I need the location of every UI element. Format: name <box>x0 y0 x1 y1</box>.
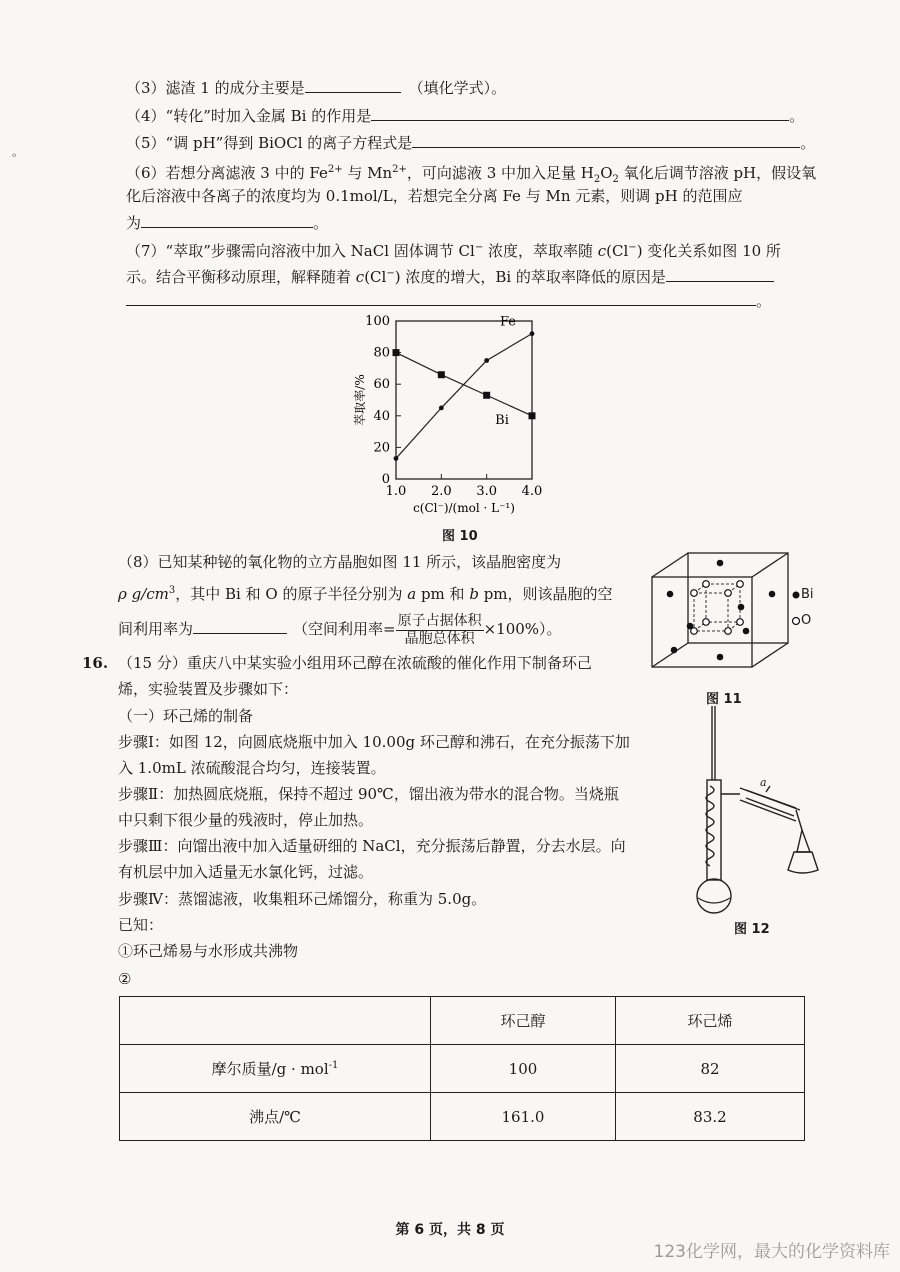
table-cell: 82 <box>616 1045 805 1093</box>
properties-table <box>119 996 805 1141</box>
q15-part6-line2: 化后溶液中各离子的浓度均为 0.1mol/L，若想完全分离 Fe 与 Mn 元素，则调 pH 的范围应 <box>126 187 743 205</box>
table-row <box>120 1045 805 1093</box>
legend-o-label: O <box>801 613 812 628</box>
answer-blank[interactable] <box>193 617 287 634</box>
q16-step3-line2: 有机层中加入适量无水氯化钙，过滤。 <box>118 863 374 881</box>
table-row <box>120 1093 805 1141</box>
answer-blank[interactable] <box>412 131 800 148</box>
row-label: 沸点/℃ <box>120 1093 431 1141</box>
series-label-fe: Fe <box>499 314 517 330</box>
q15-part6-line1: （6）若想分离滤液 3 中的 $Fe^{2+}$ 与 $Mn^{2+}$，可向滤液 3 中加入足量 $H_2O_2$ 氧化后调节溶液 pH，假设氧 <box>126 164 817 185</box>
site-watermark: 123化学网，最大的化学资料库 <box>653 1242 890 1262</box>
apparatus-label-a: a <box>760 776 767 789</box>
q15-part8-line2: ρ $g/cm^3$，其中 Bi 和 O 的原子半径分别为 a pm 和 b pm，则该晶胞的空 <box>118 585 613 603</box>
crystal-cell-diagram <box>646 547 826 677</box>
q16-section-heading: （一）环己烯的制备 <box>118 707 254 725</box>
figure-11-caption: 图 11 <box>706 692 742 707</box>
y-axis-label: 萃取率/% <box>353 374 367 426</box>
y-tick-label: 100 <box>365 314 390 329</box>
data-point-fe <box>439 406 444 411</box>
answer-blank[interactable] <box>371 104 789 121</box>
q15-part3: （3）滤渣 1 的成分主要是 （填化学式）。 <box>126 76 506 99</box>
answer-blank[interactable] <box>126 289 756 306</box>
table-header-cell <box>120 997 431 1045</box>
x-axis-label: c(Cl⁻)/(mol · L⁻¹) <box>413 501 515 515</box>
table-header-cell: 环己烯 <box>616 997 805 1045</box>
figure-10-caption: 图 10 <box>442 529 478 544</box>
data-point-bi <box>393 349 400 356</box>
q16-step1-line2: 入 1.0mL 浓硫酸混合均匀，连接装置。 <box>118 759 386 777</box>
q16-intro-line2: 烯，实验装置及步骤如下： <box>118 680 299 698</box>
margin-mark: ℴ <box>12 150 17 160</box>
y-tick-label: 40 <box>373 408 390 424</box>
series-label-bi: Bi <box>495 412 509 428</box>
figure-12-caption: 图 12 <box>734 922 770 937</box>
data-point-fe <box>394 456 399 461</box>
q16-step1-line1: 步骤Ⅰ：如图 12，向圆底烧瓶中加入 10.00g 环己醇和沸石，在充分振荡下加 <box>118 733 630 751</box>
y-tick-label: 80 <box>373 345 390 361</box>
x-tick-label: 4.0 <box>521 484 543 499</box>
extraction-rate-chart <box>330 305 570 520</box>
q16-known-1: ①环己烯易与水形成共沸物 <box>118 942 299 960</box>
cube-back-face <box>688 553 788 643</box>
q15-part6-line3: 为 。 <box>126 211 328 234</box>
data-point-bi <box>483 392 490 399</box>
table-header-row <box>120 997 805 1045</box>
y-tick-label: 20 <box>373 440 390 456</box>
q16-step2-line1: 步骤Ⅱ：加热圆底烧瓶，保持不超过 90℃，馏出液为带水的混合物。当烧瓶 <box>118 785 619 803</box>
x-tick-label: 3.0 <box>476 484 498 499</box>
row-label: 摩尔质量/g · mol$^{-1}$ <box>120 1045 431 1093</box>
x-tick-label: 1.0 <box>385 484 407 499</box>
q15-part7-line2: 示。结合平衡移动原理，解释随着 c(Cl−) 浓度的增大，Bi 的萃取率降低的原因是 <box>126 263 774 288</box>
answer-blank[interactable] <box>305 76 401 93</box>
q16-step4: 步骤Ⅳ：蒸馏滤液，收集粗环己烯馏分，称重为 5.0g。 <box>118 890 487 908</box>
table-header-cell: 环己醇 <box>431 997 616 1045</box>
y-tick-label: 0 <box>381 472 390 487</box>
q16-step3-line1: 步骤Ⅲ：向馏出液中加入适量研细的 NaCl，充分振荡后静置，分去水层。向 <box>118 837 626 855</box>
distillation-apparatus-diagram <box>684 702 834 917</box>
q15-part4: （4）“转化”时加入金属 Bi 的作用是 。 <box>126 104 804 127</box>
data-point-bi <box>529 412 536 419</box>
table-cell: 100 <box>431 1045 616 1093</box>
q16-known-heading: 已知： <box>118 916 164 934</box>
q15-part7-line1: （7）“萃取”步骤需向溶液中加入 NaCl 固体调节 Cl− 浓度，萃取率随 c(Cl−) 变化关系如图 10 所 <box>126 242 781 260</box>
y-tick-label: 60 <box>373 377 390 393</box>
data-point-fe <box>530 331 535 336</box>
x-tick-label: 2.0 <box>430 484 452 499</box>
q16-number: 16. <box>82 654 109 672</box>
answer-blank[interactable] <box>666 265 774 282</box>
data-point-fe <box>484 358 489 363</box>
legend-bi-label: Bi <box>801 587 814 602</box>
data-point-bi <box>438 371 445 378</box>
q15-part8-line1: （8）已知某种铋的氧化物的立方晶胞如图 11 所示，该晶胞密度为 <box>118 553 562 571</box>
answer-blank[interactable] <box>141 211 313 228</box>
series-line-fe <box>396 334 532 459</box>
plot-frame <box>396 321 532 479</box>
q16-known-2: ② <box>118 970 132 988</box>
q16-step2-line2: 中只剩下很少量的残液时，停止加热。 <box>118 811 374 829</box>
q16-intro-line1: （15 分）重庆八中某实验小组用环己醇在浓硫酸的催化作用下制备环己 <box>118 654 592 672</box>
space-utilization-fraction: $\frac{\text{原子占据体积}}{\text{晶胞总体积}}$ <box>397 612 482 647</box>
table-cell: 83.2 <box>616 1093 805 1141</box>
page-footer: 第 6 页，共 8 页 <box>395 1222 505 1238</box>
table-cell: 161.0 <box>431 1093 616 1141</box>
q15-part7-line3: 。 <box>126 289 771 312</box>
q15-part8-line3: 间利用率为 （空间利用率= $\frac{\text{原子占据体积}}{\text{晶胞总体积}}$ ×100%）。 <box>118 612 562 647</box>
q15-part5: （5）“调 pH”得到 BiOCl 的离子方程式是 。 <box>126 131 815 154</box>
